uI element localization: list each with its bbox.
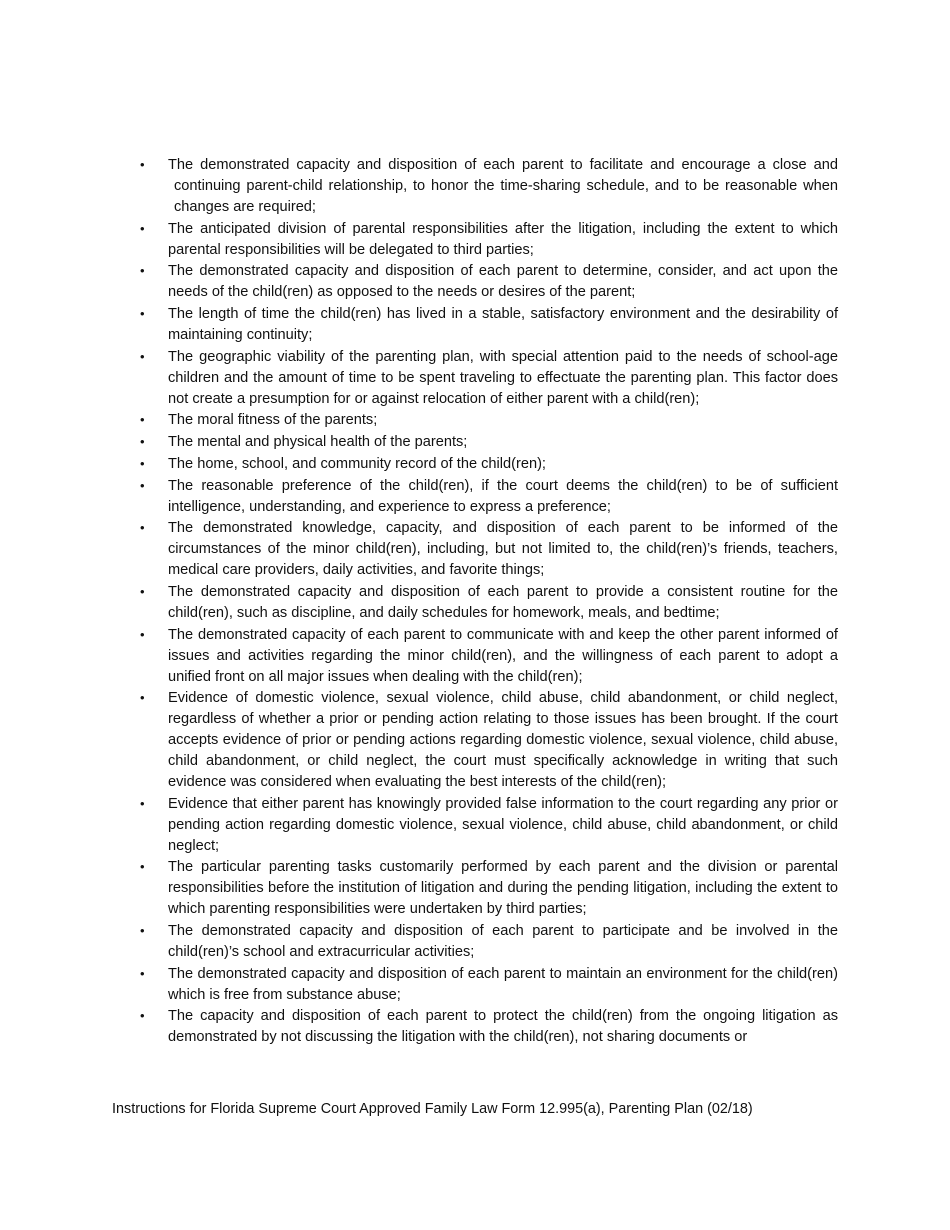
bullet-icon: •	[140, 412, 145, 428]
list-item	[140, 432, 838, 453]
bullet-icon: •	[140, 626, 145, 642]
bullet-icon: •	[140, 1008, 145, 1024]
list-item-text: Evidence of domestic violence, sexual violence, child abuse, child abandonment, or child neglect, regardless of whether a prior or pending action relating to those issues has been brought. If the court accepts evidence of prior or pending actions regarding domestic violence, sexual violence, child abuse, child abandonment, or child neglect, the court must specifically acknowledge in writing that such evidence was considered when evaluating the best interests of the child(ren);	[168, 690, 838, 790]
bullet-icon: •	[140, 263, 145, 279]
list-item	[140, 518, 838, 581]
list-item	[140, 964, 838, 1006]
bullet-icon: •	[140, 157, 145, 172]
bullet-icon: •	[140, 690, 145, 706]
list-item-text: The particular parenting tasks customarily performed by each parent and the division or parental responsibilities before the institution of litigation and during the pending litigation, including the extent to which parenting responsibilities were undertaken by third parties;	[168, 859, 838, 918]
list-item-text: The length of time the child(ren) has lived in a stable, satisfactory environment and the desirability of maintaining continuity;	[168, 306, 838, 343]
bullet-icon: •	[140, 477, 145, 493]
bullet-icon: •	[140, 859, 145, 875]
best-interest-factors-list	[140, 155, 838, 1049]
list-item	[140, 582, 838, 624]
list-item-text: The reasonable preference of the child(ren), if the court deems the child(ren) to be of sufficient intelligence, understanding, and experience to express a preference;	[168, 477, 838, 515]
page-footer: Instructions for Florida Supreme Court Approved Family Law Form 12.995(a), Parenting Plan (02/18)	[112, 1101, 753, 1117]
list-item	[140, 261, 838, 303]
bullet-icon: •	[140, 434, 145, 450]
list-item	[140, 1006, 838, 1048]
list-item-text: The capacity and disposition of each parent to protect the child(ren) from the ongoing litigation as demonstrated by not discussing the litigation with the child(ren), not sharing documents or	[168, 1008, 838, 1046]
list-item	[140, 410, 838, 431]
bullet-icon: •	[140, 965, 145, 981]
bullet-icon: •	[140, 584, 145, 600]
list-item-text: The demonstrated capacity and disposition of each parent to facilitate and encourage a close and continuing parent-child relationship, to honor the time-sharing schedule, and to be reasonable when changes are required;	[168, 157, 838, 215]
bullet-icon: •	[140, 220, 145, 236]
list-item	[140, 688, 838, 793]
list-item	[140, 921, 838, 963]
list-item-text: The home, school, and community record of the child(ren);	[168, 455, 546, 472]
list-item	[140, 219, 838, 261]
list-item-text: The demonstrated capacity of each parent to communicate with and keep the other parent informed of issues and activities regarding the minor child(ren), and the willingness of each parent to adopt a unified front on all major issues when dealing with the child(ren);	[168, 626, 838, 685]
bullet-icon: •	[140, 795, 145, 811]
list-item	[140, 857, 838, 920]
list-item-text: The demonstrated capacity and disposition of each parent to determine, consider, and act upon the needs of the child(ren) as opposed to the needs or desires of the parent;	[168, 263, 838, 301]
bullet-icon: •	[140, 348, 145, 364]
list-item	[140, 155, 838, 218]
list-item-text: Evidence that either parent has knowingly provided false information to the court regarding any prior or pending action regarding domestic violence, sexual violence, child abuse, child abandonment, or child neglect;	[168, 795, 838, 854]
list-item-text: The anticipated division of parental responsibilities after the litigation, including the extent to which parental responsibilities will be delegated to third parties;	[168, 220, 838, 258]
list-item	[140, 794, 838, 857]
bullet-icon: •	[140, 455, 145, 471]
list-item-text: The demonstrated capacity and disposition of each parent to maintain an environment for the child(ren) which is free from substance abuse;	[168, 965, 838, 1003]
list-item	[140, 625, 838, 688]
bullet-icon: •	[140, 922, 145, 938]
list-item	[140, 454, 838, 475]
list-item-text: The demonstrated knowledge, capacity, and disposition of each parent to be informed of the circumstances of the minor child(ren), including, but not limited to, the child(ren)’s friends, teachers, medical care providers, daily activities, and favorite things;	[168, 520, 838, 579]
list-item-text: The moral fitness of the parents;	[168, 412, 378, 429]
bullet-icon: •	[140, 520, 145, 536]
list-item	[140, 304, 838, 346]
list-item-text: The demonstrated capacity and disposition of each parent to participate and be involved in the child(ren)’s school and extracurricular activities;	[168, 922, 838, 960]
list-item-text: The demonstrated capacity and disposition of each parent to provide a consistent routine for the child(ren), such as discipline, and daily schedules for homework, meals, and bedtime;	[168, 584, 838, 621]
list-item	[140, 347, 838, 410]
list-item	[140, 476, 838, 518]
list-item-text: The geographic viability of the parenting plan, with special attention paid to the needs of school-age children and the amount of time to be spent traveling to effectuate the parenting plan. This factor does not create a presumption for or against relocation of either parent with a child(ren);	[168, 348, 838, 407]
list-item-text: The mental and physical health of the parents;	[168, 434, 468, 451]
bullet-icon: •	[140, 306, 145, 322]
